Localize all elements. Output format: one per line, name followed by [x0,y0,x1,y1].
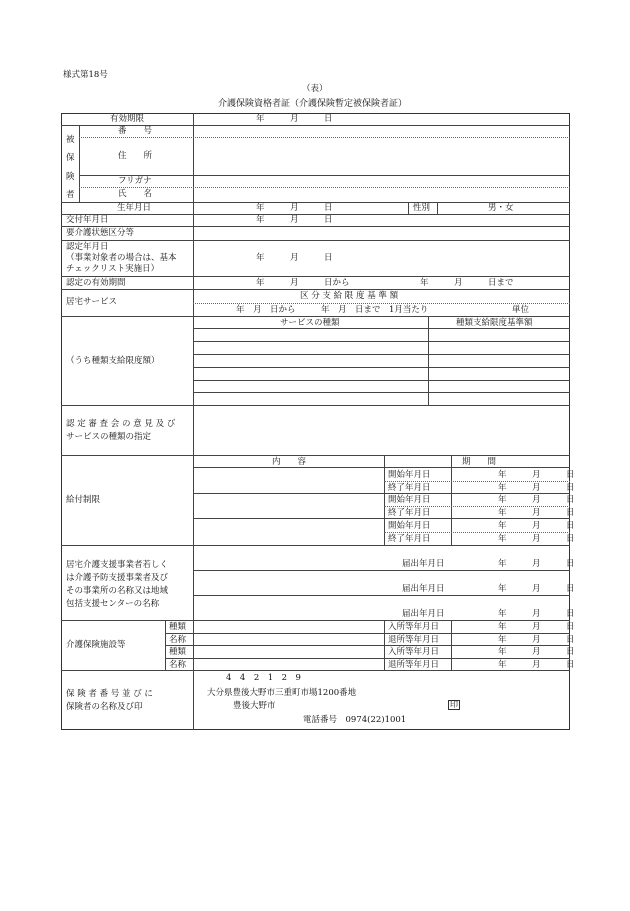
benefit-end-date-3: 年 月 日 [498,534,575,544]
sex-value: 男・女 [488,203,514,213]
facility-discharge-date-1: 年 月 日 [498,635,575,645]
sex-label: 性別 [413,203,431,213]
benefit-start-date-1: 年 月 日 [498,470,575,480]
page-title: 介護保険資格者証（介護保険暫定被保険者証） [218,99,408,109]
insurer-name: 豊後大野市 [233,701,276,711]
certification-note-2: チェックリスト実施日） [66,264,160,274]
benefit-label: 給付制限 [66,495,101,505]
insurer-address: 大分県豊後大野市三重町市場1200番地 [207,688,357,698]
cert-period-from: 年 月 日から [256,278,350,288]
issue-date: 年 月 日 [256,215,333,225]
support-filed-1: 届出年月日 [402,559,445,569]
opinion-line-2: サービスの種類の指定 [66,432,152,442]
facility-admission-date-2: 年 月 日 [498,647,575,657]
support-line-2: は介護予防支援事業者及び [66,573,169,583]
benefit-end-date-1: 年 月 日 [498,483,575,493]
facility-admission-date-1: 年 月 日 [498,622,575,632]
address-label: 住 所 [118,151,153,161]
col-content: 内 容 [272,457,307,467]
care-level-label: 要介護状態区分等 [66,228,135,238]
service-kinds-label: （うち種類支給限度額） [66,356,160,366]
support-date-3: 年 月 日 [498,609,575,619]
benefit-end-3: 終了年月日 [388,534,431,544]
facility-discharge-1: 退所等年月日 [388,635,440,645]
support-filed-2: 届出年月日 [402,584,445,594]
benefit-end-date-2: 年 月 日 [498,508,575,518]
insurer-phone: 電話番号 0974(22)1001 [303,715,407,725]
cert-period-to: 年 月 日まで [420,278,514,288]
benefit-start-3: 開始年月日 [388,521,431,531]
facility-discharge-2: 退所等年月日 [388,660,440,670]
insurer-label-1: 保 険 者 番 号 並 び に [66,689,153,699]
support-line-1: 居宅介護支援事業者若しく [66,560,169,570]
facility-label: 介護保険施設等 [66,640,126,650]
issue-label: 交付年月日 [66,215,109,225]
facility-name-2: 名称 [169,660,187,670]
benefit-start-date-3: 年 月 日 [498,521,575,531]
facility-kind-2: 種類 [169,647,187,657]
insurer-number: 4 4 2 1 2 9 [226,673,301,683]
facility-kind-1: 種類 [169,622,187,632]
form-number: 様式第18号 [63,70,108,80]
birth-label: 生年月日 [117,203,152,213]
facility-discharge-date-2: 年 月 日 [498,660,575,670]
benefit-start-date-2: 年 月 日 [498,495,575,505]
support-line-4: 包括支援センターの名称 [66,599,160,609]
certification-note-1: （事業対象者の場合は、基本 [66,253,177,263]
birth-date: 年 月 日 [256,203,333,213]
facility-name-1: 名称 [169,635,187,645]
home-service-label: 居宅サービス [66,297,118,307]
col-kind-limit: 種類支給限度基準額 [456,318,533,328]
certification-date: 年 月 日 [256,253,333,263]
benefit-start-2: 開始年月日 [388,495,431,505]
certification-label: 認定年月日 [66,242,109,252]
benefit-start-1: 開始年月日 [388,470,431,480]
benefit-end-2: 終了年月日 [388,508,431,518]
benefit-end-1: 終了年月日 [388,483,431,493]
support-filed-3: 届出年月日 [402,609,445,619]
limit-header: 区 分 支 給 限 度 基 準 額 [300,291,399,301]
name-label: 氏 名 [118,189,153,199]
facility-admission-1: 入所等年月日 [388,622,440,632]
limit-period: 年 月 日から 年 月 日まで 1月当たり [236,305,429,315]
support-date-2: 年 月 日 [498,584,575,594]
furigana-label: フリガナ [118,176,152,186]
insurer-seal: 印 [450,700,458,709]
insured-side-1: 被 [66,135,75,145]
cert-period-label: 認定の有効期間 [66,278,126,288]
insured-side-4: 者 [66,190,75,200]
insured-side-3: 険 [66,172,75,182]
support-date-1: 年 月 日 [498,559,575,569]
insured-side-2: 保 [66,153,75,163]
opinion-line-1: 認 定 審 査 会 の 意 見 及 び [66,419,176,429]
number-label: 番 号 [118,126,153,136]
validity-date: 年 月 日 [256,114,333,124]
side-label: （表） [302,84,328,94]
col-service-kind: サービスの種類 [280,318,340,328]
limit-unit: 単位 [512,305,530,315]
insurer-label-2: 保険者の名称及び印 [66,702,143,712]
col-period: 期 間 [462,457,497,467]
support-line-3: その事業所の名称又は地域 [66,586,169,596]
facility-admission-2: 入所等年月日 [388,647,440,657]
validity-label: 有効期限 [110,114,145,124]
